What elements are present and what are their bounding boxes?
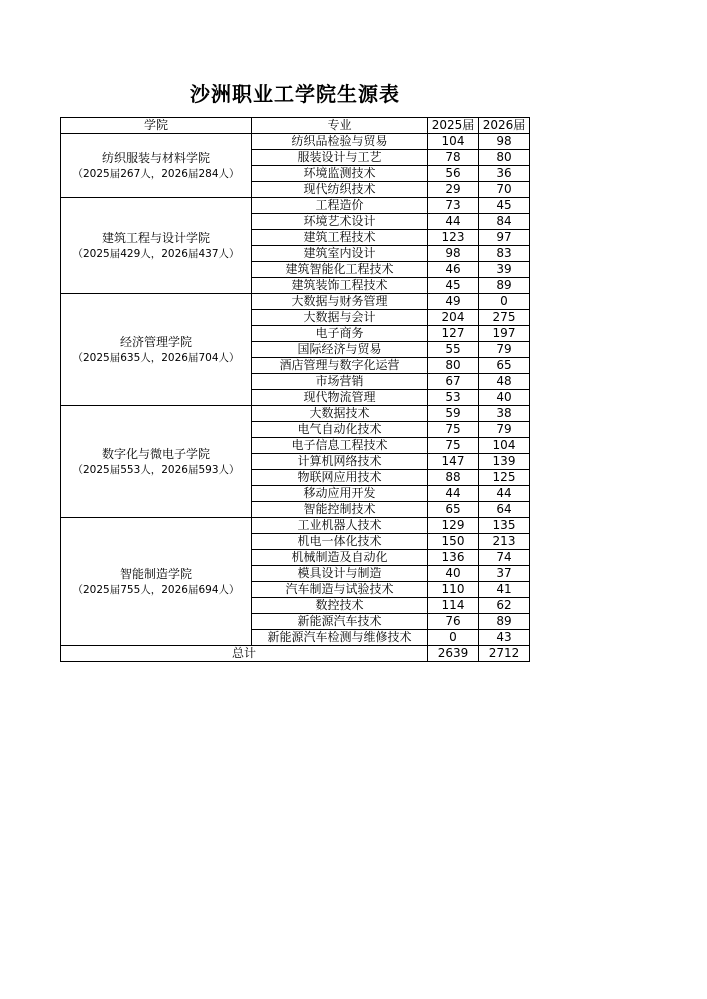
college-name: 经济管理学院 (119, 334, 192, 349)
count-2025: 44 (428, 214, 479, 230)
total-2026: 2712 (479, 646, 530, 662)
college-cell (61, 198, 252, 294)
count-2025: 53 (428, 390, 479, 406)
count-2025: 127 (428, 326, 479, 342)
count-2026: 79 (479, 342, 530, 358)
count-2026: 62 (479, 598, 530, 614)
major-name: 汽车制造与试验技术 (252, 582, 428, 598)
count-2026: 65 (479, 358, 530, 374)
major-name: 环境艺术设计 (252, 214, 428, 230)
count-2026: 135 (479, 518, 530, 534)
major-name: 移动应用开发 (252, 486, 428, 502)
count-2026: 44 (479, 486, 530, 502)
count-2025: 46 (428, 262, 479, 278)
count-2026: 36 (479, 166, 530, 182)
table-row (61, 406, 530, 422)
count-2025: 49 (428, 294, 479, 310)
major-name: 现代物流管理 (252, 390, 428, 406)
total-row (61, 646, 530, 662)
count-2025: 76 (428, 614, 479, 630)
enrollment-table (60, 117, 530, 662)
major-name: 物联网应用技术 (252, 470, 428, 486)
major-name: 市场营销 (252, 374, 428, 390)
count-2025: 29 (428, 182, 479, 198)
count-2025: 114 (428, 598, 479, 614)
count-2026: 48 (479, 374, 530, 390)
header-college: 学院 (61, 118, 252, 134)
major-name: 服装设计与工艺 (252, 150, 428, 166)
count-2026: 84 (479, 214, 530, 230)
count-2025: 78 (428, 150, 479, 166)
major-name: 纺织品检验与贸易 (252, 134, 428, 150)
major-name: 新能源汽车检测与维修技术 (252, 630, 428, 646)
count-2026: 45 (479, 198, 530, 214)
count-2026: 0 (479, 294, 530, 310)
count-2025: 55 (428, 342, 479, 358)
count-2025: 136 (428, 550, 479, 566)
header-major: 专业 (252, 118, 428, 134)
major-name: 建筑智能化工程技术 (252, 262, 428, 278)
total-2025: 2639 (428, 646, 479, 662)
count-2025: 67 (428, 374, 479, 390)
major-name: 计算机网络技术 (252, 454, 428, 470)
college-cell (61, 294, 252, 406)
major-name: 模具设计与制造 (252, 566, 428, 582)
major-name: 电子信息工程技术 (252, 438, 428, 454)
count-2026: 74 (479, 550, 530, 566)
header-2026: 2026届 (479, 118, 530, 134)
table-row (61, 294, 530, 310)
count-2025: 45 (428, 278, 479, 294)
count-2026: 125 (479, 470, 530, 486)
count-2026: 79 (479, 422, 530, 438)
count-2026: 89 (479, 614, 530, 630)
major-name: 电气自动化技术 (252, 422, 428, 438)
count-2026: 89 (479, 278, 530, 294)
count-2025: 75 (428, 422, 479, 438)
major-name: 大数据与财务管理 (252, 294, 428, 310)
total-label: 总计 (61, 646, 428, 662)
count-2025: 129 (428, 518, 479, 534)
college-name: 建筑工程与设计学院 (101, 230, 210, 245)
major-name: 数控技术 (252, 598, 428, 614)
count-2026: 41 (479, 582, 530, 598)
major-name: 现代纺织技术 (252, 182, 428, 198)
count-2026: 83 (479, 246, 530, 262)
major-name: 新能源汽车技术 (252, 614, 428, 630)
count-2026: 38 (479, 406, 530, 422)
major-name: 大数据技术 (252, 406, 428, 422)
college-name: 纺织服装与材料学院 (101, 150, 210, 165)
count-2026: 39 (479, 262, 530, 278)
page-title: 沙洲职业工学院生源表 (190, 82, 400, 106)
count-2026: 64 (479, 502, 530, 518)
major-name: 机电一体化技术 (252, 534, 428, 550)
count-2025: 150 (428, 534, 479, 550)
major-name: 机械制造及自动化 (252, 550, 428, 566)
count-2025: 44 (428, 486, 479, 502)
count-2026: 80 (479, 150, 530, 166)
count-2025: 88 (428, 470, 479, 486)
count-2025: 59 (428, 406, 479, 422)
college-cell (61, 406, 252, 518)
header-row (61, 118, 530, 134)
count-2026: 275 (479, 310, 530, 326)
count-2026: 104 (479, 438, 530, 454)
major-name: 环境监测技术 (252, 166, 428, 182)
table-body (61, 134, 530, 646)
count-2026: 213 (479, 534, 530, 550)
college-summary: （2025届429人，2026届437人） (72, 247, 240, 260)
count-2025: 75 (428, 438, 479, 454)
count-2025: 204 (428, 310, 479, 326)
count-2025: 80 (428, 358, 479, 374)
count-2025: 0 (428, 630, 479, 646)
college-name: 智能制造学院 (119, 566, 192, 581)
major-name: 国际经济与贸易 (252, 342, 428, 358)
table-row (61, 518, 530, 534)
count-2025: 110 (428, 582, 479, 598)
major-name: 智能控制技术 (252, 502, 428, 518)
major-name: 工程造价 (252, 198, 428, 214)
college-cell (61, 134, 252, 198)
major-name: 工业机器人技术 (252, 518, 428, 534)
count-2025: 98 (428, 246, 479, 262)
major-name: 建筑工程技术 (252, 230, 428, 246)
major-name: 建筑装饰工程技术 (252, 278, 428, 294)
count-2026: 43 (479, 630, 530, 646)
table-row (61, 198, 530, 214)
count-2025: 40 (428, 566, 479, 582)
count-2026: 139 (479, 454, 530, 470)
count-2025: 104 (428, 134, 479, 150)
count-2026: 37 (479, 566, 530, 582)
major-name: 电子商务 (252, 326, 428, 342)
major-name: 大数据与会计 (252, 310, 428, 326)
count-2026: 40 (479, 390, 530, 406)
major-name: 建筑室内设计 (252, 246, 428, 262)
college-name: 数字化与微电子学院 (101, 446, 210, 461)
college-summary: （2025届755人，2026届694人） (72, 583, 240, 596)
college-summary: （2025届267人，2026届284人） (72, 167, 240, 180)
table-row (61, 134, 530, 150)
count-2026: 70 (479, 182, 530, 198)
count-2025: 123 (428, 230, 479, 246)
count-2026: 98 (479, 134, 530, 150)
college-cell (61, 518, 252, 646)
major-name: 酒店管理与数字化运营 (252, 358, 428, 374)
count-2025: 73 (428, 198, 479, 214)
college-summary: （2025届553人，2026届593人） (72, 463, 240, 476)
count-2025: 56 (428, 166, 479, 182)
header-2025: 2025届 (428, 118, 479, 134)
count-2026: 97 (479, 230, 530, 246)
college-summary: （2025届635人，2026届704人） (72, 351, 240, 364)
count-2025: 65 (428, 502, 479, 518)
count-2026: 197 (479, 326, 530, 342)
count-2025: 147 (428, 454, 479, 470)
